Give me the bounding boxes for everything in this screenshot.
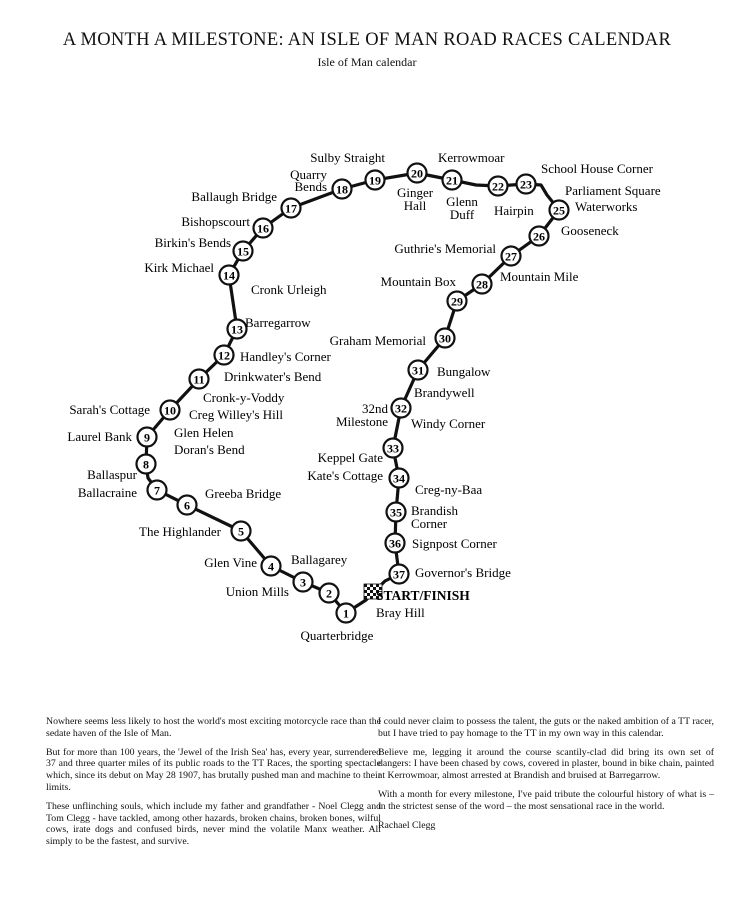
milestone-marker [228, 320, 247, 339]
milestone-marker [320, 584, 339, 603]
milestone-label: Quarterbridge [300, 628, 374, 643]
milestone-label: Ballacraine [77, 485, 137, 500]
milestone-label: Glen Vine [204, 555, 257, 570]
milestone-number: 30 [439, 331, 451, 346]
milestone-marker [337, 604, 356, 623]
flag-square [364, 590, 367, 593]
milestone-label: Governor's Bridge [415, 565, 511, 580]
milestone-label: Drinkwater's Bend [224, 369, 322, 384]
milestone-number: 10 [164, 403, 176, 418]
milestone-label: Laurel Bank [67, 429, 132, 444]
milestone-number: 21 [446, 173, 458, 188]
milestone-number: 22 [492, 179, 504, 194]
flag-square [367, 584, 370, 587]
flag-square [364, 596, 367, 599]
milestone-marker [387, 503, 406, 522]
milestone-label: Sarah's Cottage [69, 402, 150, 417]
milestone-number: 31 [412, 363, 424, 378]
milestone-label: Ballaugh Bridge [191, 189, 277, 204]
milestone-marker [448, 292, 467, 311]
milestone-marker [390, 469, 409, 488]
flag-square [379, 584, 382, 587]
milestone-number: 33 [387, 441, 399, 456]
milestone-marker [392, 399, 411, 418]
milestone-label: Ginger [396, 185, 434, 200]
milestone-marker [517, 175, 536, 194]
milestone-marker [386, 534, 405, 553]
milestone-label: Graham Memorial [329, 333, 426, 348]
milestone-label: Quarry [290, 167, 327, 182]
milestone-number: 29 [451, 294, 463, 309]
milestone-number: 37 [393, 567, 405, 582]
milestone-marker [550, 201, 569, 220]
paragraph: Nowhere seems less likely to host the world's most exciting motorcycle race than the sedate haven of the Isle of Man. [46, 716, 381, 739]
milestone-label: Sulby Straight [310, 150, 385, 165]
milestone-label: Hall [403, 198, 427, 213]
milestone-label: Creg Willey's Hill [189, 407, 284, 422]
milestone-number: 1 [343, 606, 349, 621]
milestone-marker [409, 361, 428, 380]
milestone-marker [282, 199, 301, 218]
milestone-number: 23 [520, 177, 532, 192]
milestone-marker [530, 227, 549, 246]
milestone-marker [232, 522, 251, 541]
milestone-number: 3 [300, 575, 306, 590]
milestone-marker [138, 428, 157, 447]
signature: Rachael Clegg [378, 819, 436, 831]
milestone-number: 14 [223, 268, 235, 283]
flag-square [370, 590, 373, 593]
milestone-label: Union Mills [225, 584, 289, 599]
paragraph: Believe me, legging it around the course scantily-clad did bring its own set of dangers: I have been chased by cows, covered in plaster, bound in bike chain, painted at Kerrowmoar, almost arrested at Brandish and bruised at Barregarrow. [378, 746, 714, 782]
milestone-label: Brandywell [414, 385, 475, 400]
milestone-number: 15 [237, 244, 249, 259]
milestone-label: Signpost Corner [412, 536, 497, 551]
milestone-label: Glen Helen [174, 425, 234, 440]
milestone-number: 7 [154, 483, 160, 498]
milestone-number: 32 [395, 401, 407, 416]
milestone-label: Bungalow [437, 364, 491, 379]
milestone-label: Guthrie's Memorial [394, 241, 496, 256]
flag-square [367, 593, 370, 596]
milestone-label: Kirk Michael [144, 260, 214, 275]
milestone-label: Bends [294, 179, 327, 194]
milestone-number: 13 [231, 322, 243, 337]
flag-square [364, 584, 367, 587]
milestone-label: Hairpin [494, 203, 534, 218]
milestone-label: Doran's Bend [174, 442, 245, 457]
milestone-number: 2 [326, 586, 332, 601]
milestone-number: 8 [143, 457, 149, 472]
milestone-number: 17 [285, 201, 297, 216]
milestone-number: 25 [553, 203, 565, 218]
milestone-marker [333, 180, 352, 199]
milestone-label: School House Corner [541, 161, 653, 176]
paragraph: I could never claim to possess the talent, the guts or the naked ambition of a TT racer, but I have tried to pay homage to the TT in my own way in this calendar. [378, 716, 714, 739]
milestone-marker [294, 573, 313, 592]
milestone-number: 34 [393, 471, 405, 486]
milestone-number: 19 [369, 173, 381, 188]
flag-square [364, 587, 367, 590]
paragraph: But for more than 100 years, the 'Jewel of the Irish Sea' has, every year, surrendered 37 and three quarter miles of its public roads to the TT Races, the sporting spectacle which, since its debut on May 28 1907, has brutally pushed man and machine to their limits. [46, 746, 381, 793]
milestone-marker [215, 346, 234, 365]
milestone-label: Birkin's Bends [154, 235, 231, 250]
milestone-label: Glenn [446, 194, 478, 209]
flag-square [370, 584, 373, 587]
milestone-number: 5 [238, 524, 244, 539]
milestone-marker [220, 266, 239, 285]
milestone-number: 20 [411, 166, 423, 181]
flag-square [370, 587, 373, 590]
milestone-label: Gooseneck [561, 223, 619, 238]
milestone-number: 35 [390, 505, 402, 520]
milestone-label: Milestone [336, 414, 388, 429]
flag-square [370, 593, 373, 596]
milestone-label: Bishopscourt [181, 214, 250, 229]
flag-square [367, 587, 370, 590]
start-finish-label: START/FINISH [376, 588, 470, 603]
milestone-marker [390, 565, 409, 584]
milestone-marker [148, 481, 167, 500]
flag-square [370, 596, 373, 599]
milestone-label: Ballaspur [87, 467, 137, 482]
milestone-marker [473, 275, 492, 294]
milestone-label: Mountain Mile [500, 269, 579, 284]
milestone-marker [366, 171, 385, 190]
milestone-number: 28 [476, 277, 488, 292]
milestone-marker [190, 370, 209, 389]
milestone-label: Waterworks [575, 199, 638, 214]
milestone-label: Corner [411, 516, 448, 531]
milestone-marker [178, 496, 197, 515]
milestone-label: Kerrowmoar [438, 150, 505, 165]
milestone-marker [234, 242, 253, 261]
milestone-number: 36 [389, 536, 401, 551]
milestone-number: 16 [257, 221, 269, 236]
flag-square [373, 584, 376, 587]
milestone-label: Bray Hill [376, 605, 425, 620]
intro-text-right [378, 716, 714, 838]
milestone-label: Greeba Bridge [205, 486, 282, 501]
milestone-number: 26 [533, 229, 545, 244]
milestone-marker [408, 164, 427, 183]
milestone-label: Ballagarey [291, 552, 348, 567]
milestone-label: The Highlander [139, 524, 221, 539]
milestone-label: Windy Corner [411, 416, 486, 431]
milestone-marker [384, 439, 403, 458]
milestone-label: Duff [449, 207, 475, 222]
milestone-number: 9 [144, 430, 150, 445]
milestone-label: Cronk-y-Voddy [203, 390, 285, 405]
milestone-label: Keppel Gate [317, 450, 383, 465]
page-title: A MONTH A MILESTONE: AN ISLE OF MAN ROAD RACES CALENDAR [62, 30, 672, 50]
paragraph: With a month for every milestone, I've paid tribute the colourful history of what is – in the strictest sense of the word – the most sensational race in the world. [378, 788, 714, 812]
flag-square [367, 590, 370, 593]
flag-square [376, 584, 379, 587]
milestone-marker [436, 329, 455, 348]
flag-square [364, 593, 367, 596]
milestone-number: 6 [184, 498, 190, 513]
milestone-marker [262, 557, 281, 576]
milestone-label: Brandish [411, 503, 458, 518]
milestone-number: 4 [268, 559, 274, 574]
milestone-label: Cronk Urleigh [251, 282, 327, 297]
milestone-marker [137, 455, 156, 474]
milestone-label: Barregarrow [245, 315, 311, 330]
milestone-marker [254, 219, 273, 238]
milestone-marker [443, 171, 462, 190]
intro-text-left [46, 716, 381, 855]
milestone-number: 18 [336, 182, 348, 197]
milestone-label: Mountain Box [380, 274, 456, 289]
milestone-label: 32nd [362, 401, 388, 416]
milestone-label: Parliament Square [565, 183, 661, 198]
milestone-number: 12 [218, 348, 230, 363]
milestone-marker [489, 177, 508, 196]
milestone-label: Handley's Corner [240, 349, 331, 364]
milestone-label: Kate's Cottage [307, 468, 383, 483]
milestone-marker [502, 247, 521, 266]
milestone-marker [161, 401, 180, 420]
milestone-label: Creg-ny-Baa [415, 482, 483, 497]
milestone-number: 27 [505, 249, 517, 264]
paragraph: These unflinching souls, which include my father and grandfather - Noel Clegg and Tom Clegg - have tackled, among other hazards, broken chains, broken bones, wilful cows, irate dogs and confused birds, never mind the volatile Manx weather. All simply to be the fastest, and survive. [46, 800, 381, 848]
milestone-number: 11 [193, 372, 205, 387]
page-subtitle: Isle of Man calendar [317, 55, 417, 69]
flag-square [367, 596, 370, 599]
